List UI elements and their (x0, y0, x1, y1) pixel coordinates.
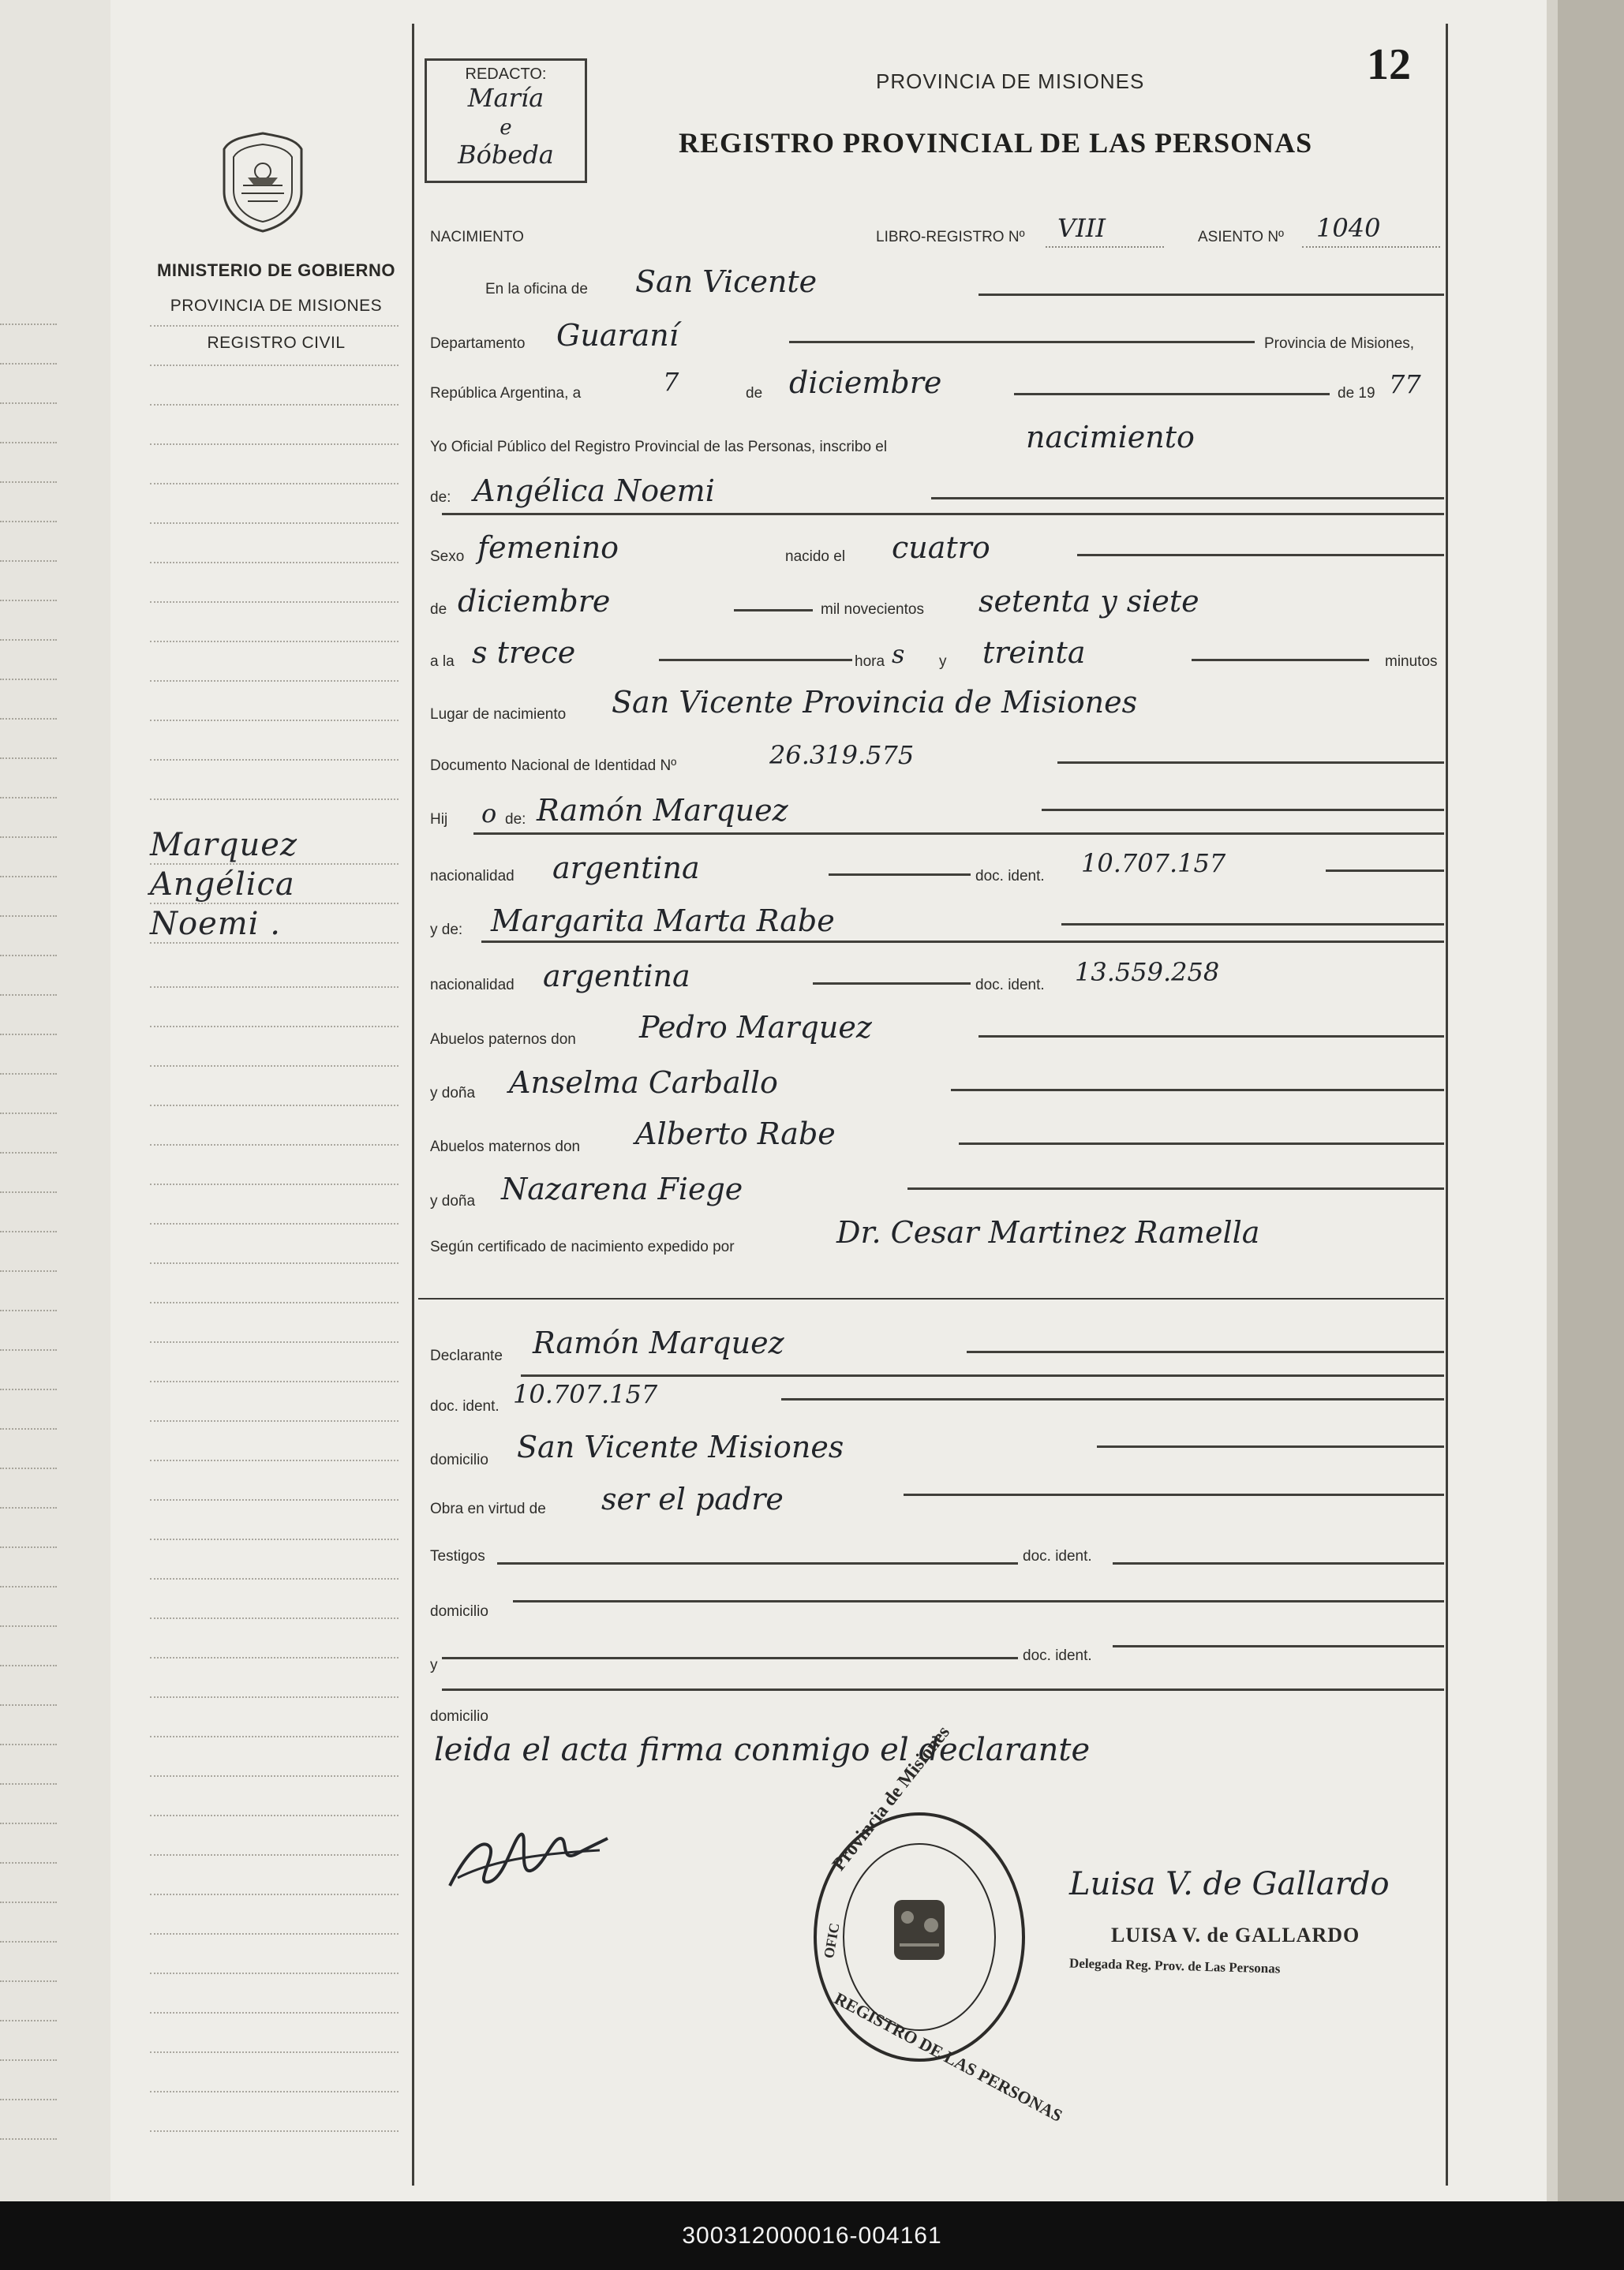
sidebar-registry: REGISTRO CIVIL (207, 334, 346, 352)
sexo-label: Sexo (430, 548, 465, 565)
departamento-value: Guaraní (556, 318, 679, 353)
declarante-doc-value: 10.707.157 (513, 1379, 658, 1409)
certificado-value: Dr. Cesar Martinez Ramella (836, 1215, 1260, 1250)
lugar-value: San Vicente Provincia de Misiones (612, 685, 1138, 720)
officer-name: LUISA V. de GALLARDO (1111, 1924, 1360, 1947)
abuelo-pat-value: Pedro Marquez (639, 1010, 872, 1045)
de-19-label: de 19 (1338, 385, 1375, 402)
mil-label: mil novecientos (821, 601, 924, 618)
abuelo-mat-label: Abuelos maternos don (430, 1139, 581, 1155)
stamp-text-top: Provincia de Misiones (829, 1722, 954, 1875)
yo-oficial-label: Yo Oficial Público del Registro Provincial de las Personas, inscribo el (430, 439, 888, 455)
libro-label: LIBRO-REGISTRO Nº (876, 229, 1025, 245)
archive-id: 300312000016-004161 (682, 2222, 942, 2249)
sidebar-province: PROVINCIA DE MISIONES (170, 297, 383, 315)
redacto-label: REDACTO: (465, 65, 547, 83)
margin-middlename: Noemi . (150, 906, 281, 942)
book-spine (1547, 0, 1624, 2201)
redacto-line-1: María (467, 83, 544, 113)
y-label: y (939, 653, 947, 670)
declarante-doc-label: doc. ident. (430, 1398, 500, 1415)
stamp-text-bottom: REGISTRO DE LAS PERSONAS (831, 1988, 1066, 2126)
nacido-label: nacido el (785, 548, 846, 565)
mes-value: diciembre (789, 365, 942, 400)
de-label: de (746, 385, 763, 402)
provincia-label: Provincia de Misiones, (1264, 335, 1415, 352)
madre-nac-label: nacionalidad (430, 977, 515, 993)
anio-value: 77 (1389, 369, 1421, 399)
redacto-line-2: e (500, 116, 512, 140)
obra-value: ser el padre (601, 1482, 784, 1516)
abuela-mat-value: Nazarena Fiege (501, 1172, 743, 1206)
madre-nac-value: argentina (543, 959, 690, 993)
page-number: 12 (1367, 40, 1411, 89)
oficina-label: En la oficina de (485, 281, 588, 297)
hij-label: Hij (430, 811, 448, 828)
asiento-label: ASIENTO Nº (1198, 229, 1284, 245)
padre-doc-label: doc. ident. (975, 868, 1045, 884)
officer-signature: Luisa V. de Gallardo (1069, 1866, 1390, 1902)
stamp-text-left: OFIC (821, 1921, 843, 1960)
testigos-doc2-label: doc. ident. (1023, 1647, 1092, 1664)
padre-doc-value: 10.707.157 (1081, 848, 1226, 878)
libro-value: VIII (1057, 213, 1106, 243)
page-title: REGISTRO PROVINCIAL DE LAS PERSONAS (679, 127, 1313, 159)
column-divider-right (1446, 24, 1448, 2186)
testigos-domicilio-label: domicilio (430, 1603, 488, 1620)
archive-caption-bar (0, 2201, 1624, 2270)
previous-page-edge (0, 0, 113, 2201)
padre-nac-value: argentina (552, 851, 700, 885)
margin-surname: Marquez (150, 827, 298, 863)
abuela-pat-label: y doña (430, 1085, 476, 1101)
testigos-y-label: y (430, 1657, 438, 1674)
nombre-label: de: (430, 489, 451, 506)
oficina-value: San Vicente (635, 264, 818, 299)
redacto-line-3: Bóbeda (458, 140, 554, 170)
nombre-value: Angélica Noemi (473, 473, 715, 508)
nacido-mes-value: diciembre (458, 584, 611, 619)
minutos-label: minutos (1385, 653, 1438, 670)
padre-label: de: (505, 811, 526, 828)
a-la-label: a la (430, 653, 455, 670)
madre-doc-value: 13.559.258 (1075, 957, 1220, 987)
domicilio-value: San Vicente Misiones (517, 1430, 844, 1464)
certificado-label: Según certificado de nacimiento expedido por (430, 1239, 735, 1255)
dni-label: Documento Nacional de Identidad Nº (430, 757, 677, 774)
margin-firstname: Angélica (150, 866, 295, 903)
abuela-pat-value: Anselma Carballo (509, 1065, 778, 1100)
ministry-title: MINISTERIO DE GOBIERNO (157, 260, 395, 280)
abuelo-pat-label: Abuelos paternos don (430, 1031, 576, 1048)
closing-statement: leida el acta firma conmigo el declarante (434, 1732, 1091, 1768)
testigos-label: Testigos (430, 1548, 485, 1565)
province-seal-icon (216, 130, 309, 234)
declarant-signature (442, 1807, 616, 1902)
abuela-mat-label: y doña (430, 1193, 476, 1210)
hora-label: hora (855, 653, 885, 670)
madre-label: y de: (430, 922, 463, 938)
madre-doc-label: doc. ident. (975, 977, 1045, 993)
abuelo-mat-value: Alberto Rabe (635, 1116, 836, 1151)
obra-label: Obra en virtud de (430, 1501, 546, 1517)
departamento-label: Departamento (430, 335, 526, 352)
republica-label: República Argentina, a (430, 385, 582, 402)
nacido-dia-value: cuatro (892, 530, 990, 565)
redacto-box (425, 58, 587, 183)
lugar-label: Lugar de nacimiento (430, 706, 567, 723)
declarante-label: Declarante (430, 1348, 503, 1364)
dni-value: 26.319.575 (769, 740, 915, 770)
dia-value: 7 (663, 367, 679, 397)
padre-nac-label: nacionalidad (430, 868, 515, 884)
hora-s-value: s (892, 639, 905, 669)
declarante-value: Ramón Marquez (533, 1326, 784, 1360)
de2-label: de (430, 601, 447, 618)
domicilio-label: domicilio (430, 1452, 488, 1468)
testigos-doc-label: doc. ident. (1023, 1548, 1092, 1565)
sexo-value: femenino (477, 530, 619, 565)
hora-a-value: s trece (472, 635, 576, 670)
testigos-domicilio2-label: domicilio (430, 1708, 488, 1725)
asiento-value: 1040 (1316, 213, 1381, 243)
page-edge (1547, 0, 1558, 2201)
padre-value: Ramón Marquez (537, 793, 788, 828)
hij-letter-value: o (481, 798, 497, 828)
madre-value: Margarita Marta Rabe (491, 903, 835, 938)
nacido-anio-value: setenta y siete (979, 584, 1199, 619)
inscripcion-value: nacimiento (1026, 420, 1195, 454)
minutos-value: treinta (982, 635, 1086, 670)
header-province: PROVINCIA DE MISIONES (876, 69, 1145, 93)
section-label-nacimiento: NACIMIENTO (430, 229, 524, 245)
officer-title: Delegada Reg. Prov. de Las Personas (1068, 1955, 1281, 1976)
